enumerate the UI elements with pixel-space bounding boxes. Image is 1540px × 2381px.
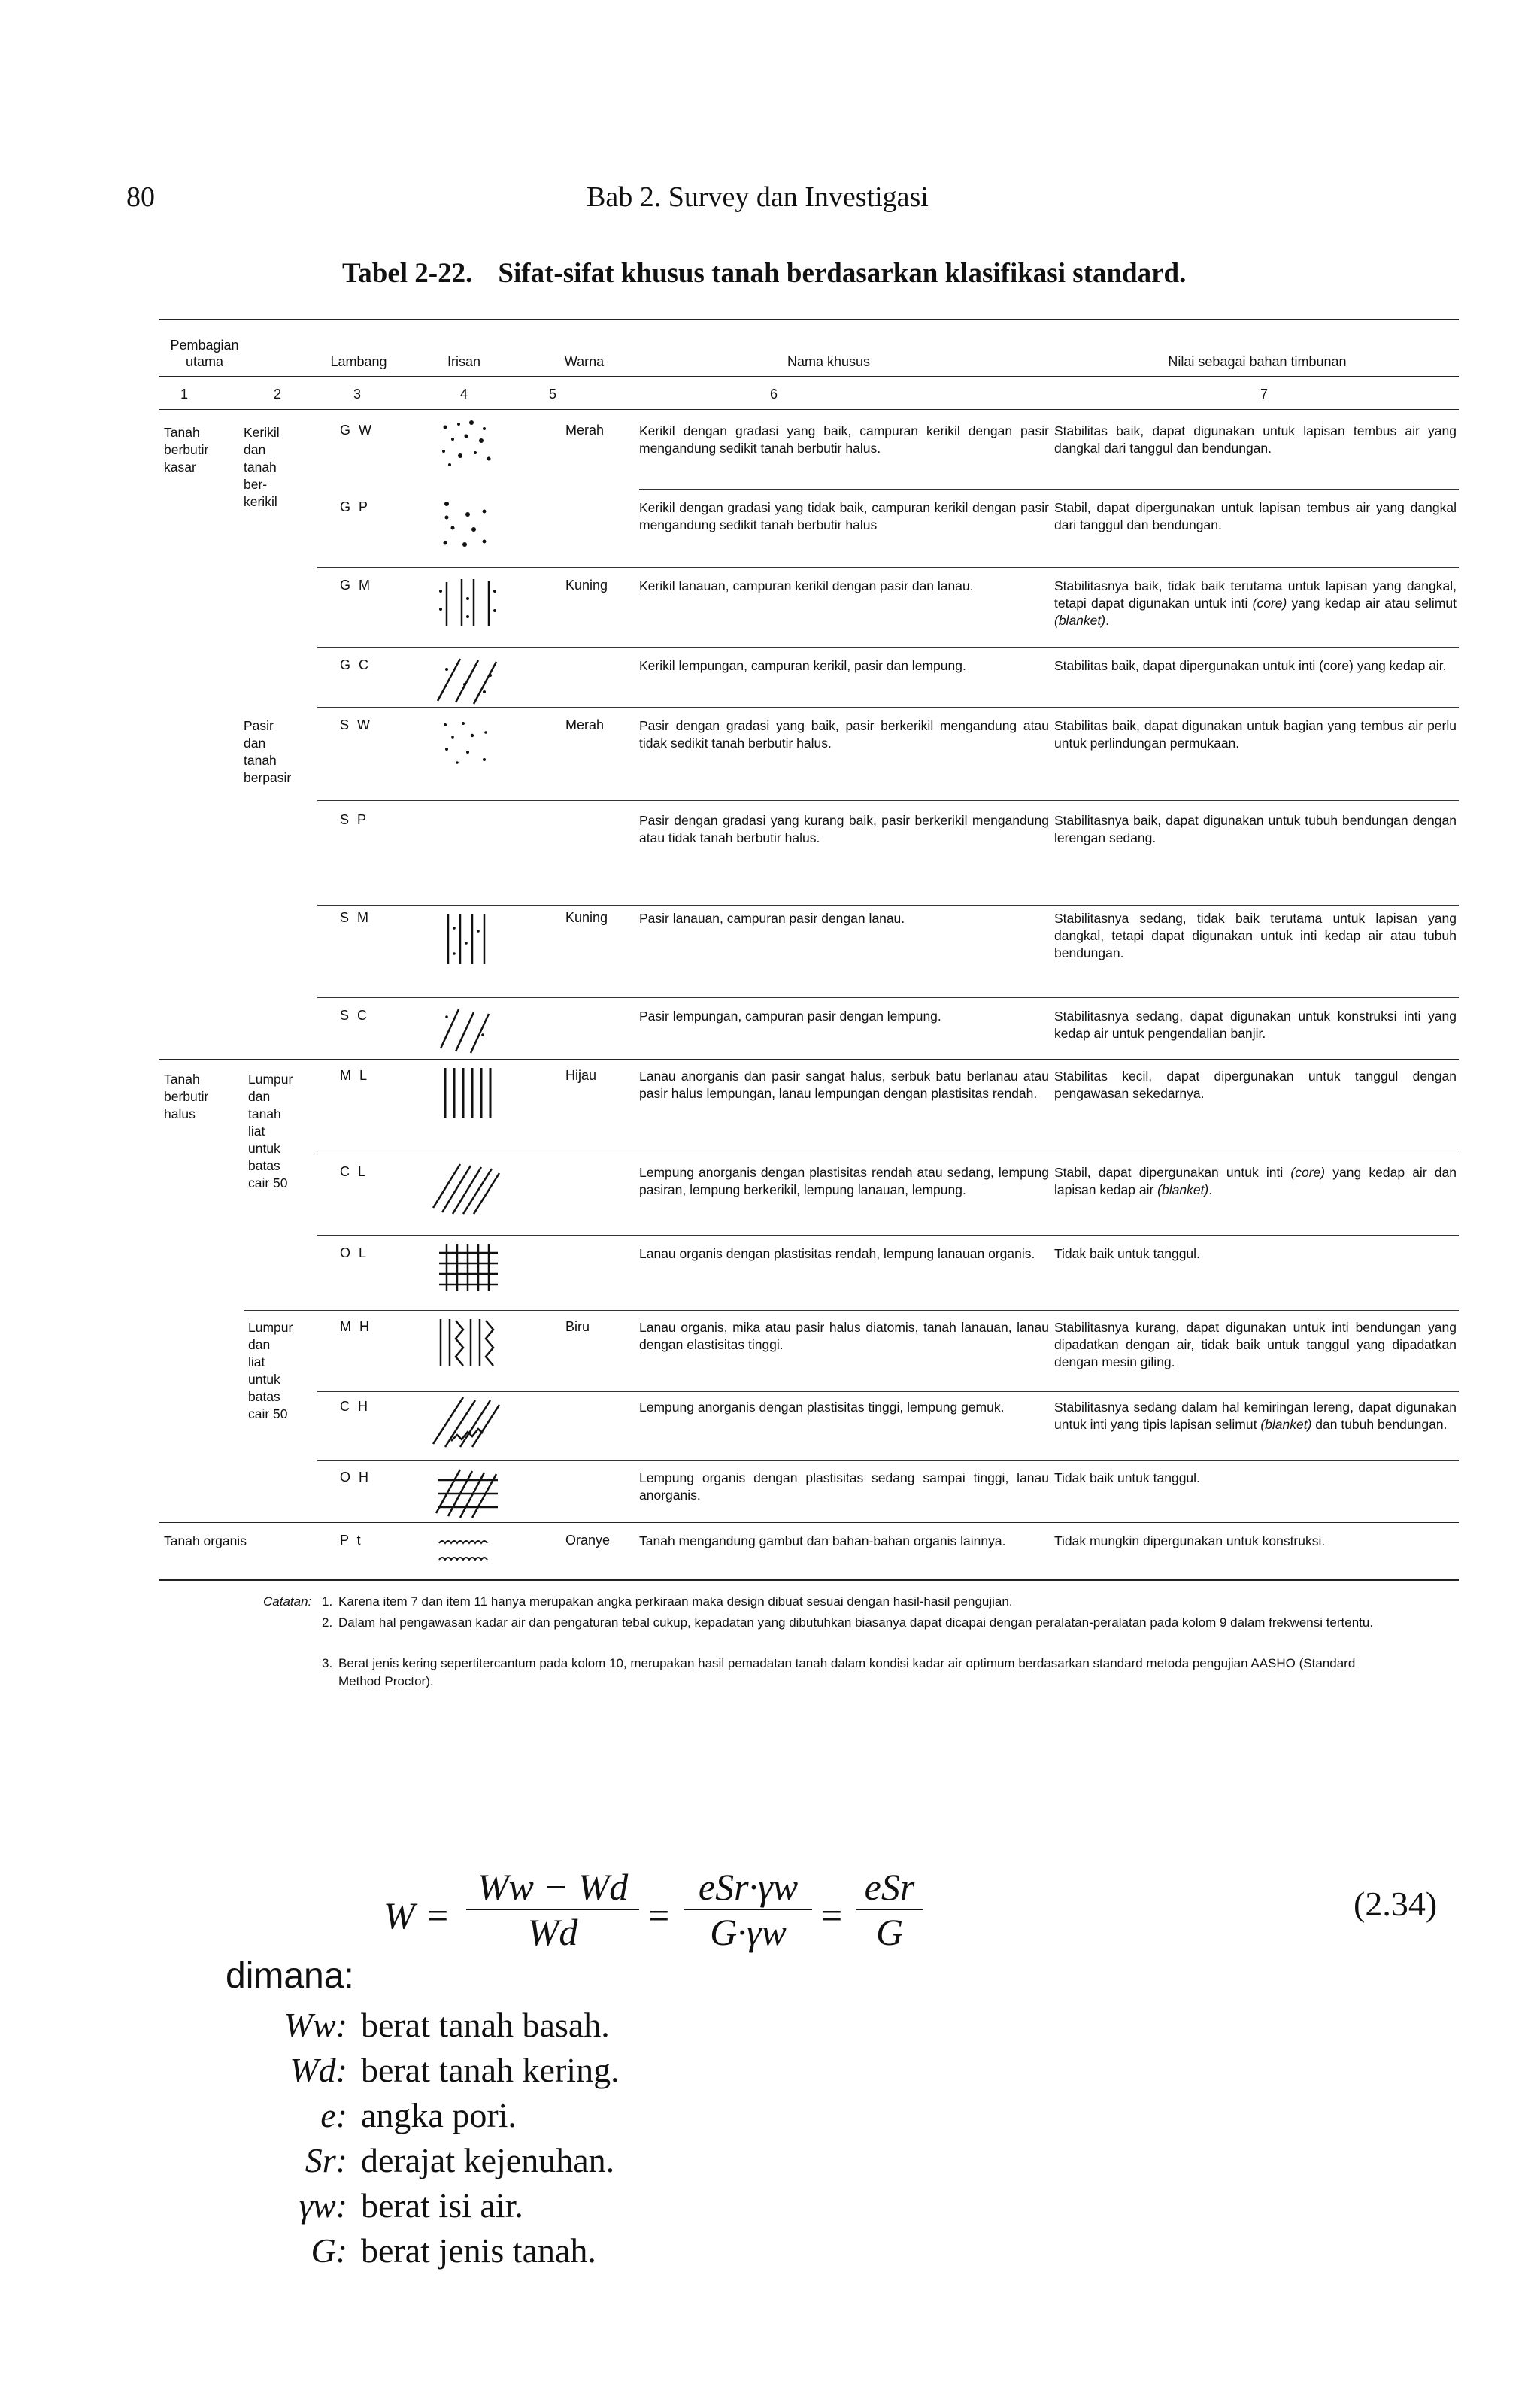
group-label-line: dan bbox=[244, 442, 266, 457]
blanket-term: (blanket) bbox=[1260, 1417, 1312, 1432]
irisan-ol-symbol bbox=[430, 1241, 513, 1294]
definition-meaning: berat tanah basah. bbox=[361, 2006, 610, 2044]
definition-symbol: Ww: bbox=[283, 2006, 347, 2044]
nilai-ch bbox=[1054, 1399, 1457, 1433]
irisan-cl-symbol bbox=[430, 1163, 513, 1215]
irisan-ml-symbol bbox=[430, 1066, 513, 1119]
nilai-gm-text: . bbox=[1105, 613, 1109, 628]
header-rule bbox=[159, 376, 1459, 377]
group-label-line: Lumpur bbox=[248, 1320, 293, 1335]
group-divider bbox=[159, 1522, 1459, 1523]
nilai-ch-text: dan tubuh bendungan. bbox=[1311, 1417, 1448, 1432]
group-label-line: liat bbox=[248, 1124, 265, 1139]
nilai-ch-text: Stabilitasnya sedang dalam hal kemiringan lereng, dapat digunakan untuk inti yang tipis lapisan selimut bbox=[1054, 1400, 1457, 1432]
fraction-denominator: Wd bbox=[527, 1911, 578, 1953]
group-label-line: halus bbox=[164, 1106, 196, 1121]
lambang-sw: S W bbox=[340, 717, 372, 732]
warna-gm: Kuning bbox=[565, 578, 608, 593]
formula-equals: = bbox=[427, 1894, 449, 1937]
header-pembagian-utama bbox=[159, 337, 250, 370]
group-divider bbox=[159, 1059, 1459, 1060]
group-label-line: Kerikil bbox=[244, 425, 280, 440]
lambang-sm: S M bbox=[340, 910, 371, 925]
number-rule bbox=[159, 409, 1459, 410]
irisan-gc-symbol bbox=[430, 654, 513, 707]
group-label-line: cair 50 bbox=[248, 1175, 288, 1190]
group-label-line: tanah bbox=[244, 460, 277, 475]
group-label-line: tanah bbox=[244, 753, 277, 768]
note-text: Karena item 7 dan item 11 hanya merupakan angka perkiraan maka design dibuat sesuai dengan hasil-hasil pengujian. bbox=[338, 1594, 1013, 1609]
page-number: 80 bbox=[126, 181, 155, 213]
nilai-gc: Stabilitas baik, dapat dipergunakan untuk inti (core) yang kedap air. bbox=[1054, 658, 1447, 673]
nama-gp: Kerikil dengan gradasi yang tidak baik, campuran kerikil dengan pasir mengandung sedikit tanah berbutir halus bbox=[639, 500, 1049, 532]
group-label-line: untuk bbox=[248, 1141, 280, 1156]
lambang-gw: G W bbox=[340, 423, 374, 438]
definition-meaning: berat isi air. bbox=[361, 2186, 523, 2225]
nilai-sw: Stabilitas baik, dapat digunakan untuk bagian yang tembus air perlu untuk perlindungan permukaan. bbox=[1054, 718, 1457, 751]
definition-symbol: Wd: bbox=[290, 2051, 347, 2089]
nama-gw: Kerikil dengan gradasi yang baik, campuran kerikil dengan pasir mengandung sedikit tanah berbutir halus. bbox=[639, 423, 1049, 456]
lambang-gp: G P bbox=[340, 499, 371, 514]
group-label-line: untuk bbox=[248, 1372, 280, 1387]
equation-number: (2.34) bbox=[1354, 1885, 1438, 1923]
col-number-4: 4 bbox=[460, 387, 468, 402]
group-label-line: dan bbox=[248, 1337, 271, 1352]
header-nilai: Nilai sebagai bahan timbunan bbox=[1168, 354, 1347, 369]
note-2 bbox=[322, 1614, 1391, 1632]
header-pembagian-line1: Pembagian bbox=[170, 338, 239, 353]
fraction-denominator: G·γw bbox=[710, 1911, 787, 1953]
definition-meaning: angka pori. bbox=[361, 2096, 517, 2134]
group-label-line: cair 50 bbox=[248, 1406, 288, 1421]
note-index: 3. bbox=[322, 1656, 333, 1670]
nilai-cl-text: Stabil, dapat dipergunakan untuk inti bbox=[1054, 1165, 1291, 1180]
lambang-gc: G C bbox=[340, 657, 371, 672]
formula-equals: = bbox=[821, 1894, 843, 1937]
irisan-mh-symbol bbox=[430, 1316, 513, 1369]
table-title bbox=[342, 257, 1186, 290]
formula-fraction-3 bbox=[856, 1865, 923, 1954]
nilai-gw: Stabilitas baik, dapat digunakan untuk lapisan tembus air yang dangkal dari tanggul dan bendungan. bbox=[1054, 423, 1457, 456]
dimana-label: dimana: bbox=[226, 1956, 354, 1996]
row-divider bbox=[317, 1460, 1459, 1461]
row-divider bbox=[317, 1391, 1459, 1392]
row-divider bbox=[244, 1310, 1459, 1311]
group-label-line: berbutir bbox=[164, 1089, 209, 1104]
row-divider bbox=[317, 707, 1459, 708]
col-number-2: 2 bbox=[274, 387, 282, 402]
nama-gm: Kerikil lanauan, campuran kerikil dengan pasir dan lanau. bbox=[639, 578, 974, 593]
nama-sp: Pasir dengan gradasi yang kurang baik, pasir berkerikil mengandung atau tidak tanah berbutir halus. bbox=[639, 813, 1049, 845]
group-kerikil bbox=[244, 424, 280, 511]
nama-cl: Lempung anorganis dengan plastisitas rendah atau sedang, lempung pasiran, lempung berkerikil, lempung lanauan, lempung. bbox=[639, 1165, 1049, 1197]
irisan-gw-symbol bbox=[430, 418, 513, 471]
irisan-sw-symbol bbox=[430, 717, 513, 770]
core-term: (core) bbox=[1252, 596, 1287, 611]
note-1 bbox=[322, 1593, 1391, 1611]
table-caption: Sifat-sifat khusus tanah berdasarkan klasifikasi standard. bbox=[498, 258, 1187, 289]
col-number-5: 5 bbox=[549, 387, 557, 402]
definition-symbol: γw: bbox=[299, 2186, 347, 2225]
header-irisan: Irisan bbox=[447, 354, 480, 369]
group-label-line: Lumpur bbox=[248, 1072, 293, 1087]
group-pasir bbox=[244, 717, 291, 787]
group-label-line: batas bbox=[248, 1158, 280, 1173]
col-number-1: 1 bbox=[180, 387, 189, 402]
water-content-formula bbox=[383, 1865, 925, 1970]
group-tanah-berbutir-halus bbox=[164, 1071, 208, 1123]
nama-pt: Tanah mengandung gambut dan bahan-bahan organis lainnya. bbox=[639, 1533, 1006, 1548]
lambang-gm: G M bbox=[340, 578, 372, 593]
formula-fraction-1 bbox=[466, 1865, 639, 1954]
nilai-ml: Stabilitas kecil, dapat dipergunakan untuk tanggul dengan pengawasan sekedarnya. bbox=[1054, 1069, 1457, 1101]
group-label-line: batas bbox=[248, 1389, 280, 1404]
group-label-line: berpasir bbox=[244, 770, 292, 785]
note-index: 1. bbox=[322, 1594, 333, 1609]
nilai-cl bbox=[1054, 1164, 1457, 1199]
nilai-pt: Tidak mungkin dipergunakan untuk konstruksi. bbox=[1054, 1533, 1326, 1548]
note-index: 2. bbox=[322, 1615, 333, 1630]
nama-ol: Lanau organis dengan plastisitas rendah, lempung lanauan organis. bbox=[639, 1246, 1035, 1261]
definition-meaning: derajat kejenuhan. bbox=[361, 2141, 615, 2179]
notes-label: Catatan: bbox=[263, 1594, 312, 1609]
table-number: Tabel 2-22. bbox=[342, 258, 473, 289]
row-divider bbox=[317, 997, 1459, 998]
warna-sw: Merah bbox=[565, 717, 605, 732]
nilai-sm: Stabilitasnya sedang, tidak baik terutama untuk lapisan yang dangkal, tetapi dapat digunakan untuk inti kedap air atau tubuh bendungan. bbox=[1054, 911, 1457, 960]
group-label-line: Tanah bbox=[164, 425, 200, 440]
group-label-line: berbutir bbox=[164, 442, 209, 457]
group-label-line: Tanah bbox=[164, 1072, 200, 1087]
lambang-sc: S C bbox=[340, 1008, 370, 1023]
header-pembagian-line2: utama bbox=[185, 354, 224, 369]
nama-sm: Pasir lanauan, campuran pasir dengan lanau. bbox=[639, 911, 905, 926]
header-nama-khusus: Nama khusus bbox=[787, 354, 871, 369]
nilai-gp: Stabil, dapat dipergunakan untuk lapisan tembus air yang dangkal dari tanggul dan bendungan. bbox=[1054, 500, 1457, 532]
col-number-6: 6 bbox=[770, 387, 778, 402]
nilai-oh: Tidak baik untuk tanggul. bbox=[1054, 1470, 1200, 1485]
group-label-line: Pasir bbox=[244, 718, 274, 733]
definition-symbol: G: bbox=[311, 2231, 347, 2270]
header-warna: Warna bbox=[564, 354, 605, 369]
nilai-gm-text: yang kedap air atau selimut bbox=[1287, 596, 1457, 611]
group-label-line: dan bbox=[248, 1089, 271, 1104]
nama-ml: Lanau anorganis dan pasir sangat halus, serbuk batu berlanau atau pasir halus lempungan, lanau lempungan dengan plastisitas rendah. bbox=[639, 1069, 1049, 1101]
group-tanah-berbutir-kasar bbox=[164, 424, 208, 476]
row-divider bbox=[317, 567, 1459, 568]
row-divider bbox=[317, 905, 1459, 906]
warna-mh: Biru bbox=[565, 1319, 590, 1334]
irisan-pt-symbol bbox=[430, 1533, 513, 1585]
lambang-mh: M H bbox=[340, 1319, 371, 1334]
irisan-oh-symbol bbox=[430, 1467, 513, 1519]
nilai-sp: Stabilitasnya baik, dapat digunakan untuk tubuh bendungan dengan lerengan sedang. bbox=[1054, 813, 1457, 845]
definition-meaning: berat tanah kering. bbox=[361, 2051, 620, 2089]
irisan-gp-symbol bbox=[430, 498, 513, 551]
group-label-line: liat bbox=[248, 1354, 265, 1369]
lambang-ch: C H bbox=[340, 1399, 370, 1414]
note-3 bbox=[322, 1655, 1391, 1691]
definition-symbol: Sr: bbox=[305, 2141, 347, 2179]
irisan-sm-symbol bbox=[430, 913, 513, 966]
blanket-term: (blanket) bbox=[1157, 1182, 1209, 1197]
warna-gw: Merah bbox=[565, 423, 605, 438]
lambang-ol: O L bbox=[340, 1245, 369, 1260]
formula-equals: = bbox=[648, 1894, 670, 1937]
group-label-line: kerikil bbox=[244, 494, 277, 509]
row-divider bbox=[317, 1235, 1459, 1236]
formula-fraction-2 bbox=[684, 1865, 812, 1954]
header-lambang: Lambang bbox=[330, 354, 387, 369]
warna-sm: Kuning bbox=[565, 910, 608, 925]
irisan-sc-symbol bbox=[430, 1005, 513, 1057]
fraction-numerator: eSr·γw bbox=[684, 1865, 812, 1910]
row-divider bbox=[317, 647, 1459, 648]
nilai-ol: Tidak baik untuk tanggul. bbox=[1054, 1246, 1200, 1261]
running-title: Bab 2. Survey dan Investigasi bbox=[587, 181, 929, 213]
nilai-sc: Stabilitasnya sedang, dapat digunakan untuk konstruksi inti yang kedap air untuk pengendalian banjir. bbox=[1054, 1009, 1457, 1041]
group-tanah-organis: Tanah organis bbox=[164, 1533, 247, 1548]
fraction-denominator: G bbox=[875, 1911, 904, 1953]
nilai-mh: Stabilitasnya kurang, dapat digunakan untuk inti bendungan yang dipadatkan dengan air, tidak baik untuk tanggul yang dipadatkan dengan mesin giling. bbox=[1054, 1320, 1457, 1369]
lambang-cl: C L bbox=[340, 1164, 368, 1179]
nilai-gm bbox=[1054, 578, 1457, 629]
irisan-gm-symbol bbox=[430, 576, 513, 629]
warna-pt: Oranye bbox=[565, 1533, 611, 1548]
table-bottom-rule bbox=[159, 1579, 1459, 1581]
lambang-ml: M L bbox=[340, 1068, 370, 1083]
nilai-gm-text: Stabilitasnya baik, tidak baik terutama untuk lapisan yang dangkal, tetapi dapat digunakan untuk inti bbox=[1054, 578, 1457, 611]
nama-gc: Kerikil lempungan, campuran kerikil, pasir dan lempung. bbox=[639, 658, 966, 673]
lambang-oh: O H bbox=[340, 1470, 371, 1485]
nama-mh: Lanau organis, mika atau pasir halus diatomis, tanah lanauan, lanau dengan elastisitas tinggi. bbox=[639, 1320, 1049, 1352]
definition-symbol: e: bbox=[320, 2096, 347, 2134]
fraction-numerator: Ww − Wd bbox=[466, 1865, 639, 1910]
fraction-numerator: eSr bbox=[856, 1865, 923, 1910]
warna-ml: Hijau bbox=[565, 1068, 597, 1083]
group-lumpur-rendah bbox=[248, 1071, 293, 1192]
group-label-line: kasar bbox=[164, 460, 196, 475]
nama-sc: Pasir lempungan, campuran pasir dengan lempung. bbox=[639, 1009, 941, 1024]
lambang-sp: S P bbox=[340, 812, 369, 827]
core-term: (core) bbox=[1290, 1165, 1326, 1180]
col-number-3: 3 bbox=[353, 387, 362, 402]
group-lumpur-tinggi bbox=[248, 1319, 293, 1423]
irisan-ch-symbol bbox=[430, 1396, 513, 1448]
blanket-term: (blanket) bbox=[1054, 613, 1106, 628]
group-label-line: tanah bbox=[248, 1106, 281, 1121]
nilai-cl-text: yang kedap air dan lapisan kedap air bbox=[1054, 1165, 1457, 1197]
nama-ch: Lempung anorganis dengan plastisitas tinggi, lempung gemuk. bbox=[639, 1400, 1005, 1415]
definition-meaning: berat jenis tanah. bbox=[361, 2231, 596, 2270]
col-number-7: 7 bbox=[1260, 387, 1269, 402]
group-label-line: dan bbox=[244, 736, 266, 751]
lambang-pt: P t bbox=[340, 1533, 363, 1548]
note-text: Dalam hal pengawasan kadar air dan pengaturan tebal cukup, kepadatan yang dibutuhkan biasanya dapat dicapai dengan peralatan-peralatan pada kolom 9 dalam frekwensi tertentu. bbox=[338, 1615, 1374, 1630]
group-label-line: ber- bbox=[244, 477, 268, 492]
nama-oh: Lempung organis dengan plastisitas sedang sampai tinggi, lanau anorganis. bbox=[639, 1470, 1049, 1503]
formula-lhs: W bbox=[383, 1894, 415, 1937]
nilai-cl-text: . bbox=[1208, 1182, 1213, 1197]
table-top-rule bbox=[159, 319, 1459, 320]
row-divider bbox=[317, 800, 1459, 801]
nama-sw: Pasir dengan gradasi yang baik, pasir berkerikil mengandung atau tidak sedikit tanah berbutir halus. bbox=[639, 718, 1049, 751]
row-divider bbox=[639, 489, 1459, 490]
note-text: Berat jenis kering sepertitercantum pada kolom 10, merupakan hasil pemadatan tanah dalam kondisi kadar air optimum berdasarkan standard metoda pengujian AASHO (Standard Method Proctor). bbox=[338, 1656, 1356, 1688]
